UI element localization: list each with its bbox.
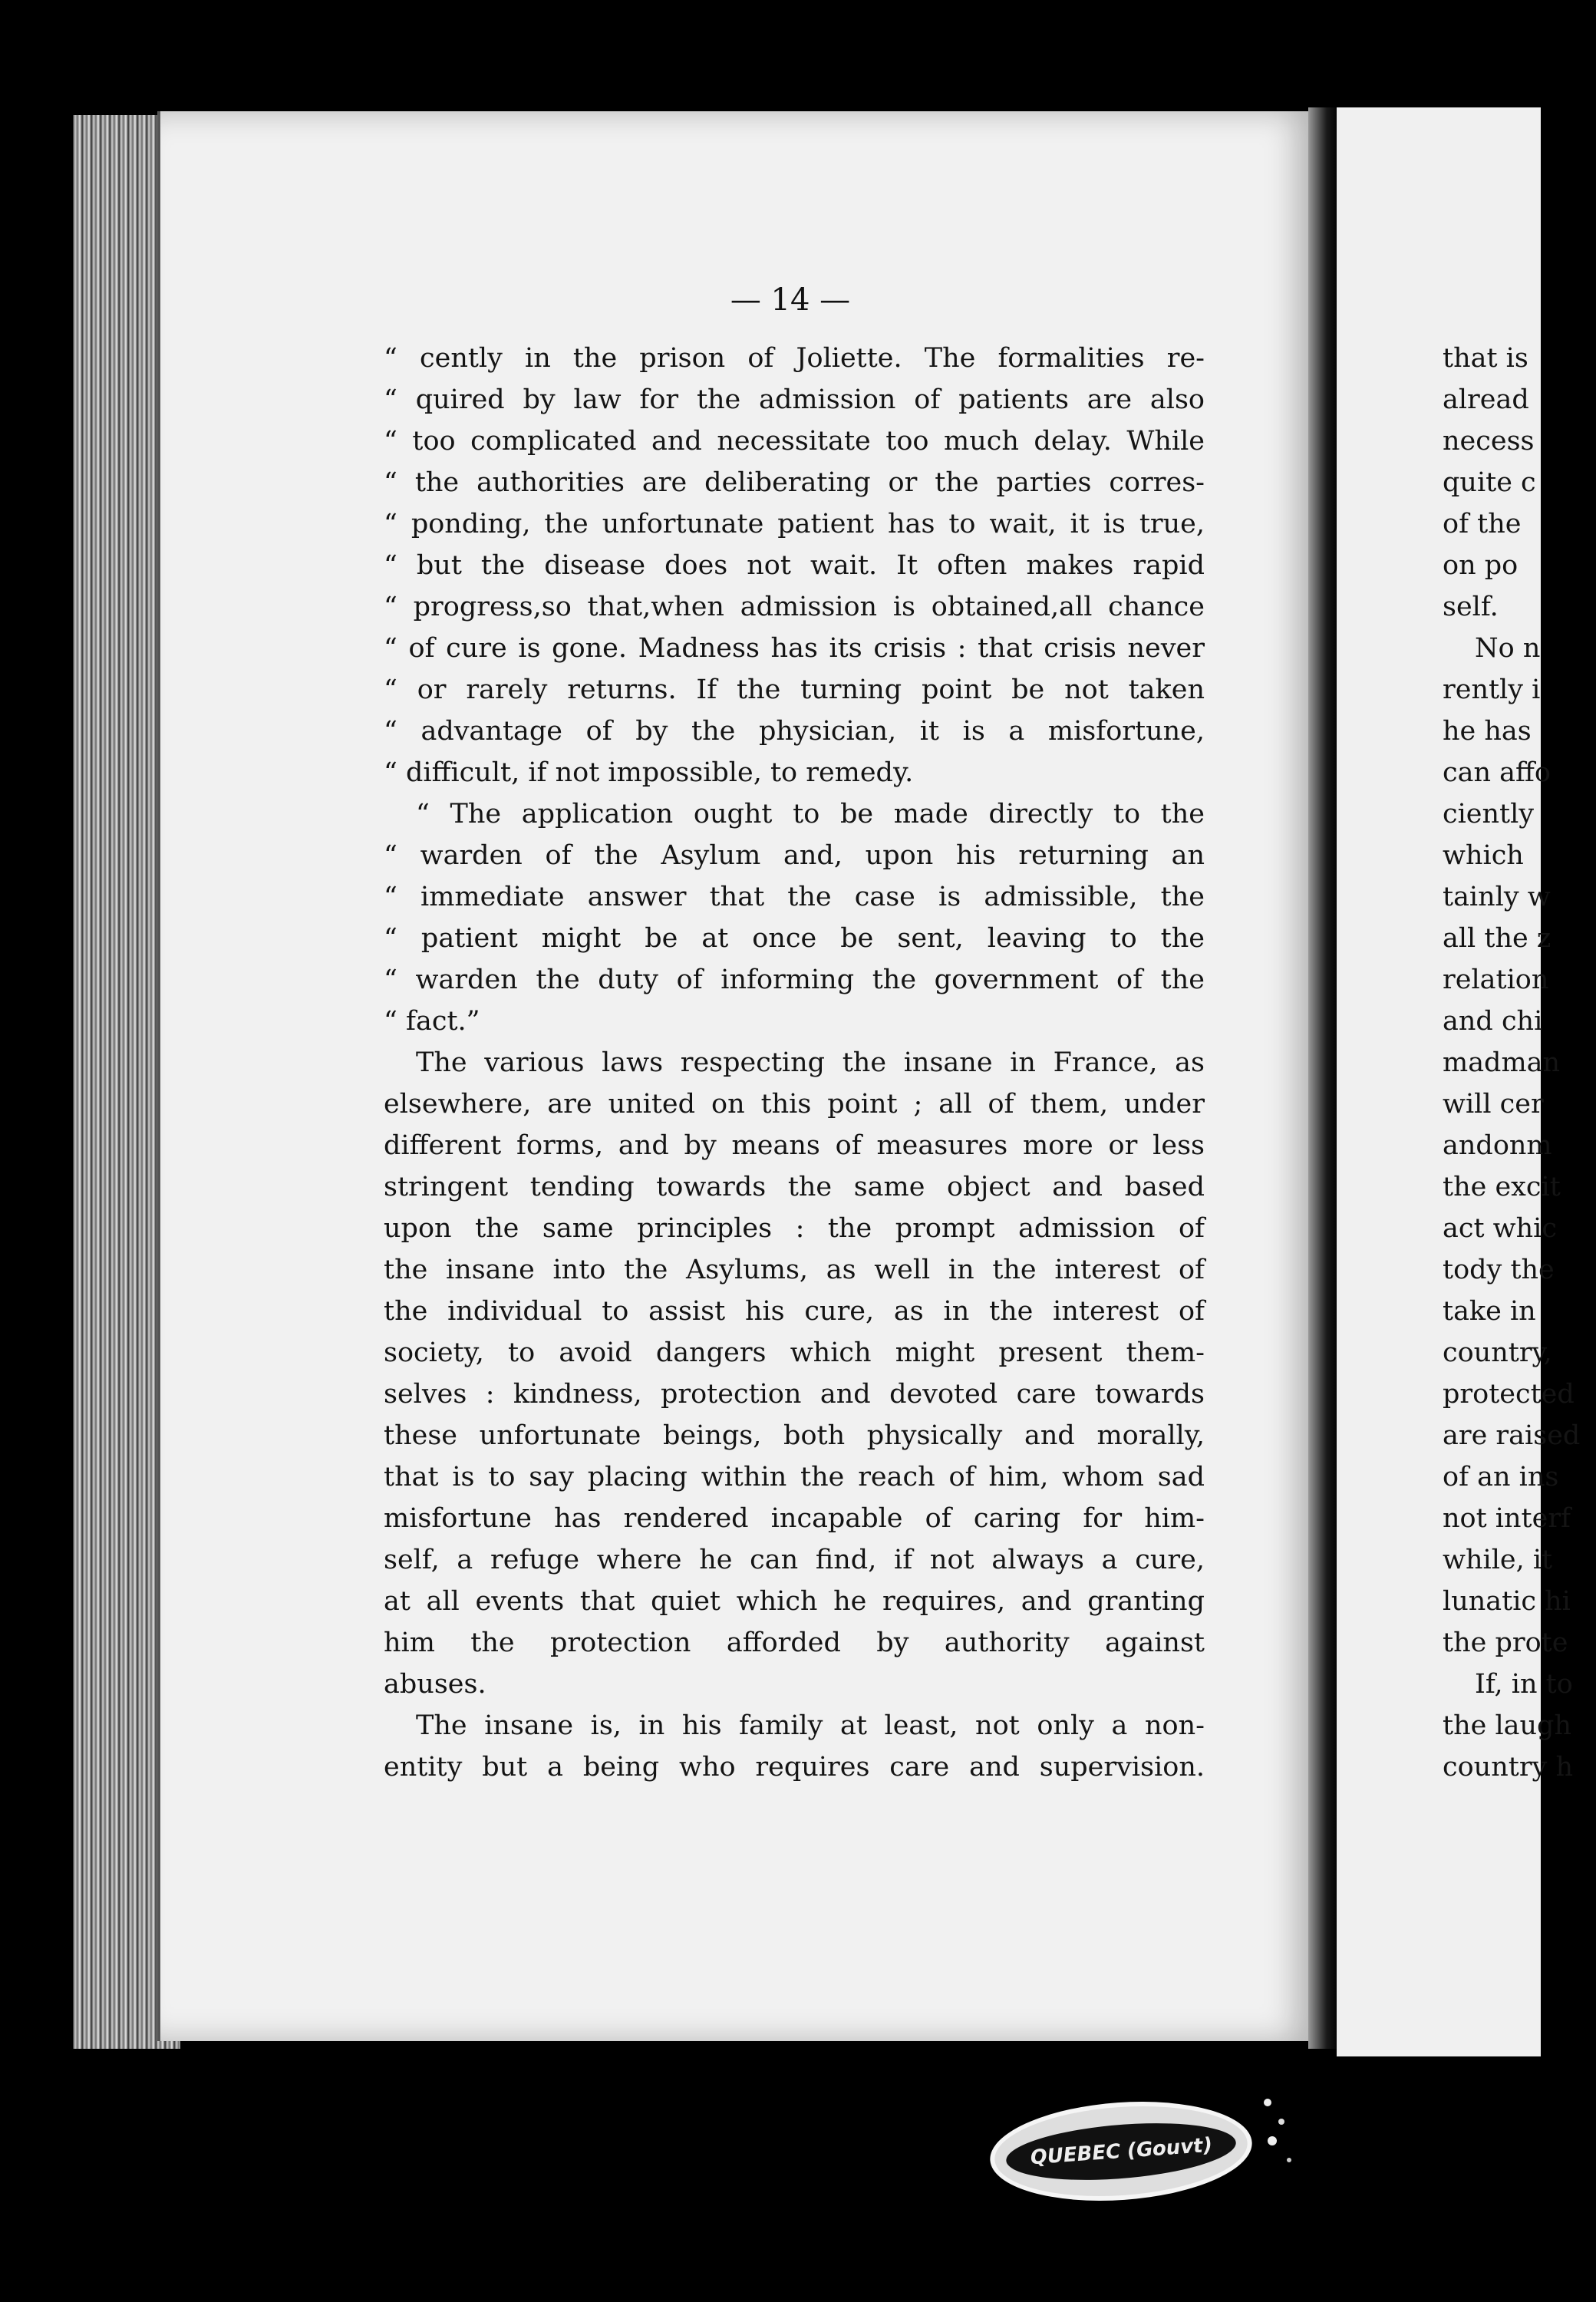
speck [1287, 2158, 1291, 2162]
text-line: “ fact.” [384, 1006, 480, 1037]
text-line: the excit [1443, 1172, 1561, 1202]
text-line: “ warden of the Asylum and, upon his returning an [384, 840, 1205, 871]
text-line: “ progress,so that,when admission is obtained,all chance [384, 592, 1205, 622]
book-gutter [1308, 107, 1339, 2049]
text-line: and chi [1443, 1006, 1543, 1037]
speck [1264, 2099, 1271, 2106]
text-line: all the z [1443, 923, 1551, 954]
speck [1268, 2136, 1277, 2145]
text-line: country, [1443, 1337, 1552, 1368]
text-line: these unfortunate beings, both physically and morally, [384, 1420, 1205, 1451]
right-page-text [1443, 338, 1596, 1788]
text-line: different forms, and by means of measures more or less [384, 1130, 1205, 1161]
text-line: can affo [1443, 757, 1551, 788]
text-line: upon the same principles : the prompt admission of [384, 1213, 1205, 1244]
stamp-text: QUEBEC (Gouvt) [1004, 2116, 1239, 2187]
text-line: society, to avoid dangers which might present them- [384, 1337, 1205, 1368]
text-line: selves : kindness, protection and devoted care towards [384, 1379, 1205, 1410]
text-line: that is to say placing within the reach of him, whom sad [384, 1462, 1205, 1492]
text-line: relation [1443, 965, 1549, 995]
text-line: the individual to assist his cure, as in the interest of [384, 1296, 1205, 1327]
text-line: necess [1443, 426, 1535, 457]
text-line: while, it [1443, 1545, 1553, 1575]
text-line: “ quired by law for the admission of patients are also [384, 384, 1205, 415]
text-line: alread [1443, 384, 1529, 415]
text-line: The insane is, in his family at least, not only a non- [416, 1710, 1205, 1741]
text-line: “ too complicated and necessitate too much delay. While [384, 426, 1205, 457]
text-line: tainly w [1443, 882, 1551, 912]
text-line: “ advantage of by the physician, it is a misfortune, [384, 716, 1205, 747]
text-line: “ patient might be at once be sent, leaving to the [384, 923, 1205, 954]
text-line: act whic [1443, 1213, 1557, 1244]
text-line: madman [1443, 1047, 1561, 1078]
text-line: which [1443, 840, 1524, 871]
text-line: protected [1443, 1379, 1575, 1410]
ink-specks [1258, 2087, 1304, 2179]
text-line: “ ponding, the unfortunate patient has to wait, it is true, [384, 509, 1205, 539]
text-line: not interf [1443, 1503, 1571, 1534]
text-line: entity but a being who requires care and supervision. [384, 1752, 1205, 1783]
text-line: “ the authorities are deliberating or the parties corres- [384, 467, 1205, 498]
text-line: of an ins [1443, 1462, 1559, 1492]
text-line: tody the [1443, 1255, 1555, 1285]
text-line: abuses. [384, 1669, 486, 1700]
left-page-text [384, 338, 1205, 1788]
text-line: take in [1443, 1296, 1536, 1327]
text-line: “ The application ought to be made directly to the [416, 799, 1205, 829]
text-line: elsewhere, are united on this point ; all of them, under [384, 1089, 1205, 1120]
text-line: him the protection afforded by authority against [384, 1628, 1205, 1658]
text-line: “ immediate answer that the case is admissible, the [384, 882, 1205, 912]
text-line: stringent tending towards the same object and based [384, 1172, 1205, 1202]
text-line: The various laws respecting the insane in France, as [416, 1047, 1205, 1078]
text-line: the insane into the Asylums, as well in the interest of [384, 1255, 1205, 1285]
text-line: rently i [1443, 674, 1541, 705]
page-number: — 14 — [730, 282, 851, 318]
text-line: “ but the disease does not wait. It often makes rapid [384, 550, 1205, 581]
text-line: at all events that quiet which he requires, and granting [384, 1586, 1205, 1617]
text-line: will cer [1443, 1089, 1544, 1120]
text-line: country h [1443, 1752, 1573, 1783]
text-line: he has [1443, 716, 1532, 747]
text-line: “ difficult, if not impossible, to remedy. [384, 757, 914, 788]
text-line: “ cently in the prison of Joliette. The formalities re- [384, 343, 1205, 374]
text-line: If, in to [1475, 1669, 1573, 1700]
text-line: on po [1443, 550, 1519, 581]
text-line: “ warden the duty of informing the government of the [384, 965, 1205, 995]
text-line: “ or rarely returns. If the turning point be not taken [384, 674, 1205, 705]
text-line: the laugh [1443, 1710, 1571, 1741]
text-line: self. [1443, 592, 1499, 622]
text-line: misfortune has rendered incapable of caring for him- [384, 1503, 1205, 1534]
text-line: “ of cure is gone. Madness has its crisis : that crisis never [384, 633, 1205, 664]
speck [1278, 2119, 1284, 2125]
text-line: that is [1443, 343, 1528, 374]
text-line: quite c [1443, 467, 1536, 498]
text-line: ciently [1443, 799, 1535, 829]
right-page [1337, 107, 1581, 2056]
text-line: of the [1443, 509, 1522, 539]
library-stamp [987, 2093, 1255, 2209]
text-line: lunatic hi [1443, 1586, 1571, 1617]
text-line: self, a refuge where he can find, if not always a cure, [384, 1545, 1205, 1575]
text-line: No n [1475, 633, 1541, 664]
text-line: andonm [1443, 1130, 1552, 1161]
text-line: are raised [1443, 1420, 1581, 1451]
text-line: the prote [1443, 1628, 1568, 1658]
